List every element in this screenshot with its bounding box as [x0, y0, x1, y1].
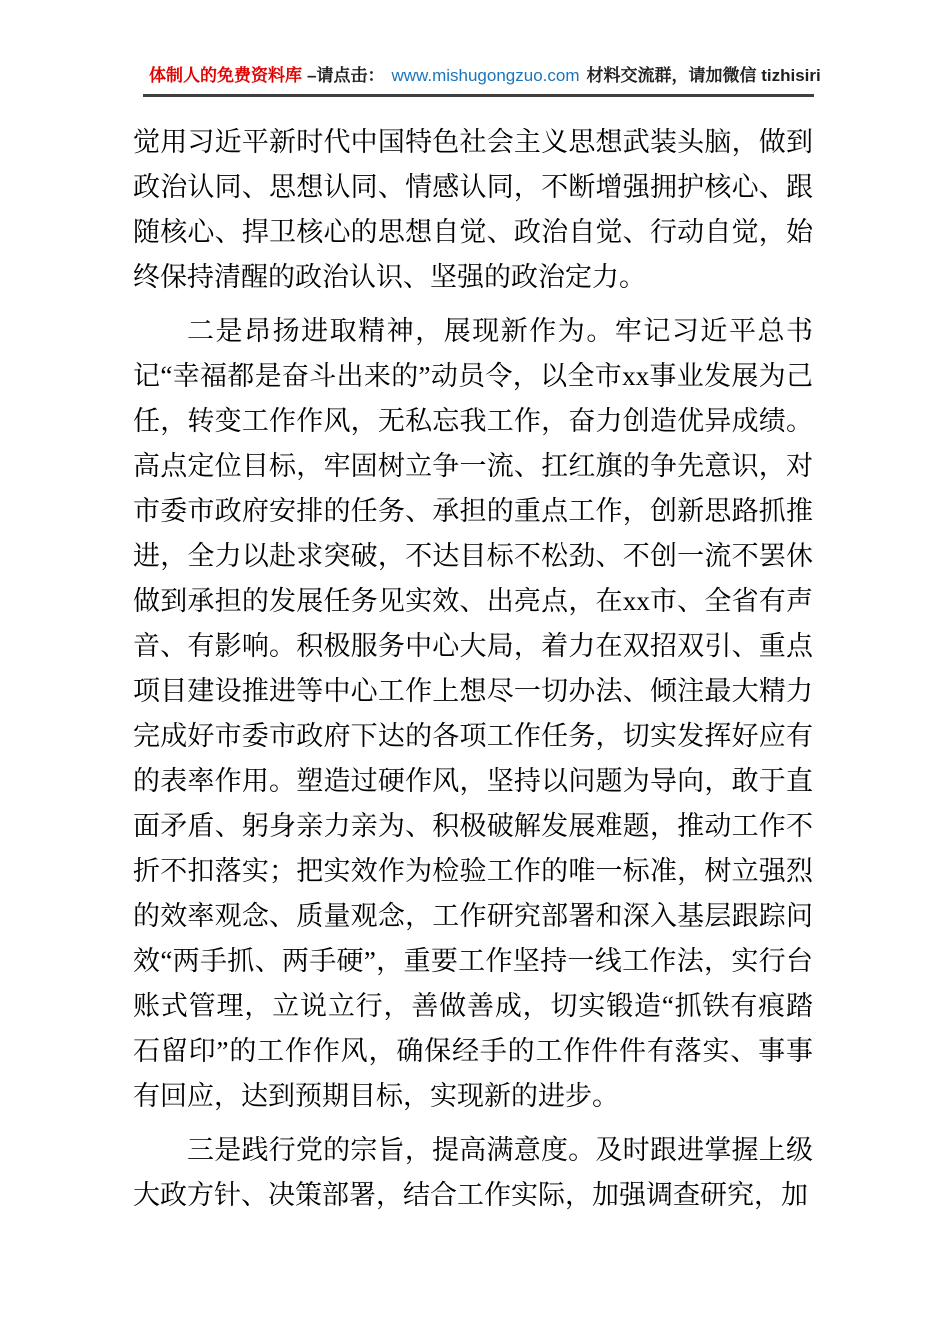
site-url-link[interactable]: www.mishugongzuo.com [391, 66, 580, 85]
page-header [143, 66, 821, 97]
contact-info-text: 材料交流群，请加微信 tizhisiri [586, 66, 821, 85]
click-prompt-text: –请点击： [307, 66, 385, 85]
document-body [133, 120, 813, 1227]
body-paragraph-point-two: 二是昂扬进取精神，展现新作为。牢记习近平总书记“幸福都是奋斗出来的”动员令，以全市xx事业发展为己任，转变工作作风，无私忘我工作，奋力创造优异成绩。高点定位目标，牢固树立争一流、扛红旗的争先意识，对市委市政府安排的任务、承担的重点工作，创新思路抓推进，全力以赴求突破，不达目标不松劲、不创一流不罢休做到承担的发展任务见实效、出亮点，在xx市、全省有声音、有影响。积极服务中心大局，着力在双招双引、重点项目建设推进等中心工作上想尽一切办法、倾注最大精力完成好市委市政府下达的各项工作任务，切实发挥好应有的表率作用。塑造过硬作风，坚持以问题为导向，敢于直面矛盾、躬身亲力亲为、积极破解发展难题，推动工作不折不扣落实；把实效作为检验工作的唯一标准，树立强烈的效率观念、质量观念，工作研究部署和深入基层跟踪问效“两手抓、两手硬”，重要工作坚持一线工作法，实行台账式管理，立说立行，善做善成，切实锻造“抓铁有痕踏石留印”的工作作风，确保经手的工作件件有落实、事事有回应，达到预期目标，实现新的进步。 [133, 316, 813, 1111]
body-paragraph-continuation: 觉用习近平新时代中国特色社会主义思想武装头脑，做到政治认同、思想认同、情感认同，不断增强拥护核心、跟随核心、捍卫核心的思想自觉、政治自觉、行动自觉，始终保持清醒的政治认识、坚强的政治定力。 [133, 127, 813, 292]
site-brand-text: 体制人的免费资料库 [149, 66, 302, 85]
body-paragraph-point-three: 三是践行党的宗旨，提高满意度。及时跟进掌握上级大政方针、决策部署，结合工作实际，加强调查研究，加 [133, 1135, 813, 1210]
